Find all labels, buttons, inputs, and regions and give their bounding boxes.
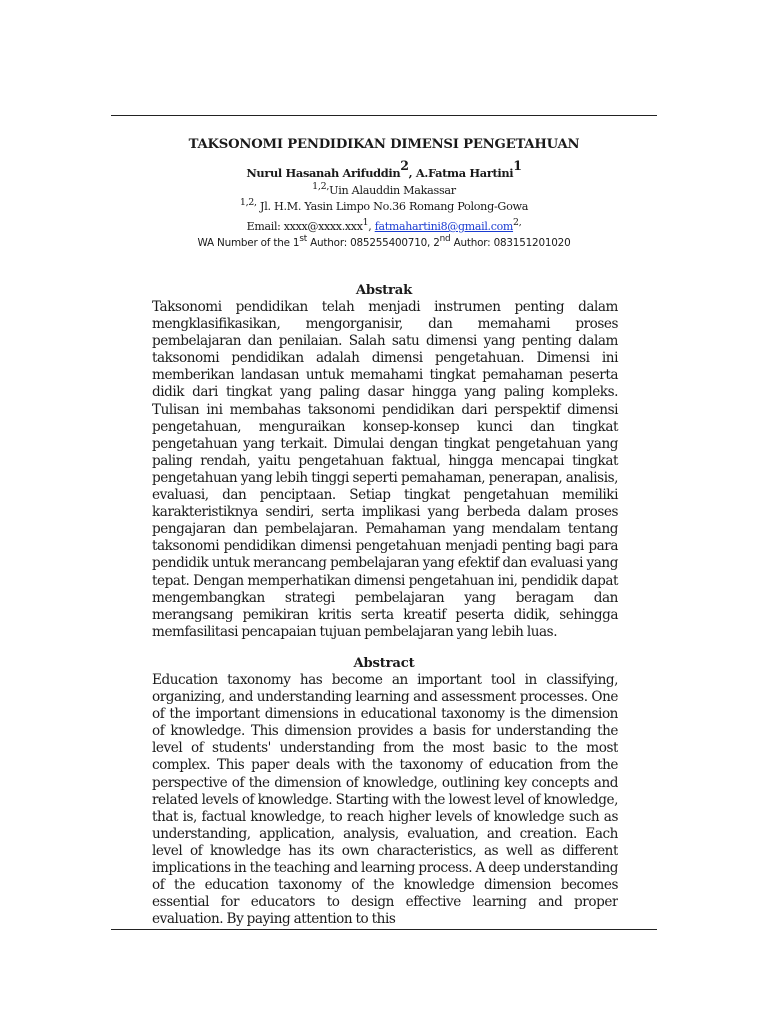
email-prefix: Email: xxxx@xxxx.xxx (246, 220, 363, 233)
paper-title: TAKSONOMI PENDIDIKAN DIMENSI PENGETAHUAN (188, 137, 580, 152)
affiliation-address (111, 196, 657, 213)
abstract-heading: Abstract (353, 656, 415, 671)
email-separator: , (368, 220, 375, 233)
bottom-rule (111, 929, 657, 930)
email-mark-1: 1 (362, 216, 369, 228)
author-separator: , (408, 166, 416, 180)
wa-part-2: Author: 085255400710, 2 (307, 237, 440, 249)
author-2-name: A.Fatma Hartini (415, 166, 514, 180)
author-2-mark: 1 (513, 158, 522, 174)
affiliation-address-text: Jl. H.M. Yasin Limpo No.36 Romang Polong-Gowa (256, 200, 529, 213)
author-1-mark: 2 (400, 158, 409, 174)
wa-part-3: Author: 083151201020 (450, 237, 571, 249)
abstract-text: Education taxonomy has become an important tool in classifying, organizing, and understanding learning and assessment processes. One of the important dimensions in educational taxonomy is the dimension of knowledge. This dimension provides a basis for understanding the level of students' understanding from the most basic to the most complex. This paper deals with the taxonomy of education from the perspective of the dimension of knowledge, outlining key concepts and related levels of knowledge. Starting with the lowest level of knowledge, that is, factual knowledge, to reach higher levels of knowledge such as understanding, application, analysis, evaluation, and creation. Each level of knowledge has its own characteristics, as well as different implications in the teaching and learning process. A deep understanding of the education taxonomy of the knowledge dimension becomes essential for educators to design effective learning and proper evaluation. By paying attention to this (152, 672, 618, 928)
email-link[interactable]: fatmahartini8@gmail.com (374, 220, 514, 233)
affiliation-mark-2: 1,2, (239, 196, 257, 208)
author-1-name: Nurul Hasanah Arifuddin (246, 166, 401, 180)
abstrak-text: Taksonomi pendidikan telah menjadi instrumen penting dalam mengklasifikasikan, mengorganisir, dan memahami proses pembelajaran dan penilaian. Salah satu dimensi yang penting dalam taksonomi pendidikan adalah dimensi pengetahuan. Dimensi ini memberikan landasan untuk memahami tingkat pemahaman peserta didik dari tingkat yang paling dasar hingga yang paling kompleks. Tulisan ini membahas taksonomi pendidikan dari perspektif dimensi pengetahuan, menguraikan konsep-konsep kunci dan tingkat pengetahuan yang terkait. Dimulai dengan tingkat pengetahuan yang paling rendah, yaitu pengetahuan faktual, hingga mencapai tingkat pengetahuan yang lebih tinggi seperti pemahaman, penerapan, analisis, evaluasi, dan penciptaan. Setiap tingkat pengetahuan memiliki karakteristiknya sendiri, serta implikasi yang berbeda dalam proses pengajaran dan pembelajaran. Pemahaman yang mendalam tentang taksonomi pendidikan dimensi pengetahuan menjadi penting bagi para pendidik untuk merancang pembelajaran yang efektif dan evaluasi yang tepat. Dengan memperhatikan dimensi pengetahuan ini, pendidik dapat mengembangkan strategi pembelajaran yang beragam dan merangsang pemikiran kritis serta kreatif peserta didik, sehingga memfasilitasi pencapaian tujuan pembelajaran yang lebih luas. (152, 299, 618, 640)
abstrak-heading: Abstrak (355, 283, 413, 298)
wa-sup-1: st (299, 234, 307, 245)
affiliation-institution (111, 180, 657, 197)
wa-sup-2: nd (439, 234, 451, 245)
affiliation-institution-text: Uin Alauddin Makassar (329, 184, 456, 197)
affiliation-mark-1: 1,2, (312, 180, 330, 192)
wa-part-1: WA Number of the 1 (197, 237, 300, 249)
top-rule (111, 115, 657, 116)
author-line (111, 158, 657, 180)
wa-number-line (180, 236, 588, 252)
email-mark-2: 2, (513, 216, 522, 228)
email-line (111, 216, 657, 233)
